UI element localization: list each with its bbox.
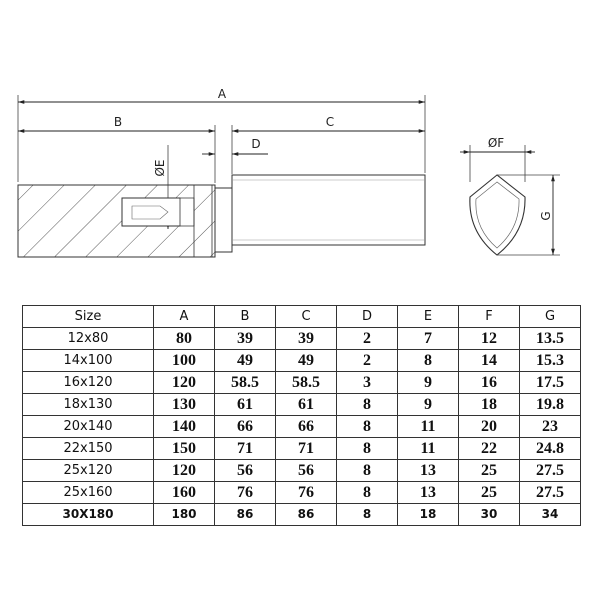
cell-c: 39	[276, 328, 337, 350]
cell-b: 39	[215, 328, 276, 350]
cell-size: 22x150	[23, 438, 154, 460]
table-row	[23, 460, 581, 482]
cell-size: 16x120	[23, 372, 154, 394]
dimension-d	[202, 137, 268, 154]
hinge-pin	[232, 175, 425, 245]
cell-a: 130	[154, 394, 215, 416]
cell-f: 30	[459, 504, 520, 526]
cell-size: 14x100	[23, 350, 154, 372]
cell-a: 160	[154, 482, 215, 504]
cell-size: 12x80	[23, 328, 154, 350]
cell-e: 9	[398, 394, 459, 416]
cell-c: 76	[276, 482, 337, 504]
cell-d: 8	[337, 482, 398, 504]
cell-b: 61	[215, 394, 276, 416]
cell-size: 30X180	[23, 504, 154, 526]
cell-a: 120	[154, 372, 215, 394]
hinge-collar	[215, 188, 232, 252]
cell-d: 2	[337, 328, 398, 350]
specification-table	[22, 305, 581, 526]
header-size: Size	[23, 306, 154, 328]
cell-g: 15.3	[520, 350, 581, 372]
cell-c: 66	[276, 416, 337, 438]
header-b: B	[215, 306, 276, 328]
cell-a: 150	[154, 438, 215, 460]
label-e: ØE	[153, 159, 167, 177]
cell-g: 34	[520, 504, 581, 526]
table-row	[23, 328, 581, 350]
dimension-c	[232, 115, 425, 174]
dimension-b	[18, 115, 215, 183]
cell-d: 2	[337, 350, 398, 372]
cell-f: 22	[459, 438, 520, 460]
cell-g: 17.5	[520, 372, 581, 394]
cell-e: 7	[398, 328, 459, 350]
table-row	[23, 438, 581, 460]
cell-e: 11	[398, 438, 459, 460]
cell-g: 19.8	[520, 394, 581, 416]
table-row	[23, 372, 581, 394]
cell-d: 8	[337, 394, 398, 416]
cell-f: 20	[459, 416, 520, 438]
table-row	[23, 394, 581, 416]
cell-a: 100	[154, 350, 215, 372]
table-body	[23, 328, 581, 526]
cell-b: 49	[215, 350, 276, 372]
cell-f: 14	[459, 350, 520, 372]
cell-b: 86	[215, 504, 276, 526]
cell-f: 25	[459, 460, 520, 482]
cell-g: 27.5	[520, 482, 581, 504]
label-b: B	[113, 115, 123, 129]
cell-g: 23	[520, 416, 581, 438]
cell-f: 18	[459, 394, 520, 416]
label-g: G	[539, 211, 553, 221]
cell-c: 58.5	[276, 372, 337, 394]
cell-c: 61	[276, 394, 337, 416]
cell-a: 140	[154, 416, 215, 438]
cell-g: 24.8	[520, 438, 581, 460]
cell-d: 8	[337, 416, 398, 438]
cell-f: 12	[459, 328, 520, 350]
cell-c: 71	[276, 438, 337, 460]
header-g: G	[520, 306, 581, 328]
cell-a: 80	[154, 328, 215, 350]
cell-b: 71	[215, 438, 276, 460]
dimension-a	[18, 87, 425, 182]
header-c: C	[276, 306, 337, 328]
end-view	[460, 136, 560, 255]
header-a: A	[154, 306, 215, 328]
cell-size: 20x140	[23, 416, 154, 438]
cell-f: 16	[459, 372, 520, 394]
cell-e: 13	[398, 460, 459, 482]
cell-size: 25x120	[23, 460, 154, 482]
cell-e: 9	[398, 372, 459, 394]
cell-b: 56	[215, 460, 276, 482]
header-d: D	[337, 306, 398, 328]
cell-size: 25x160	[23, 482, 154, 504]
label-f: ØF	[487, 136, 505, 150]
header-f: F	[459, 306, 520, 328]
cell-a: 120	[154, 460, 215, 482]
cell-c: 56	[276, 460, 337, 482]
cell-e: 18	[398, 504, 459, 526]
cell-size: 18x130	[23, 394, 154, 416]
cell-b: 58.5	[215, 372, 276, 394]
table-row	[23, 482, 581, 504]
cell-b: 76	[215, 482, 276, 504]
cell-d: 8	[337, 504, 398, 526]
label-a: A	[217, 87, 227, 101]
cell-e: 11	[398, 416, 459, 438]
table-row	[23, 416, 581, 438]
cell-c: 49	[276, 350, 337, 372]
cell-b: 66	[215, 416, 276, 438]
cell-f: 25	[459, 482, 520, 504]
label-d: D	[251, 137, 261, 151]
cell-d: 8	[337, 460, 398, 482]
cell-a: 180	[154, 504, 215, 526]
cell-c: 86	[276, 504, 337, 526]
hinge-sleeve-section	[18, 185, 215, 257]
cell-g: 13.5	[520, 328, 581, 350]
table-header-row	[23, 306, 581, 328]
cell-d: 3	[337, 372, 398, 394]
table-row	[23, 504, 581, 526]
label-c: C	[325, 115, 335, 129]
table-row	[23, 350, 581, 372]
header-e: E	[398, 306, 459, 328]
cell-g: 27.5	[520, 460, 581, 482]
cell-e: 8	[398, 350, 459, 372]
cell-d: 8	[337, 438, 398, 460]
cell-e: 13	[398, 482, 459, 504]
